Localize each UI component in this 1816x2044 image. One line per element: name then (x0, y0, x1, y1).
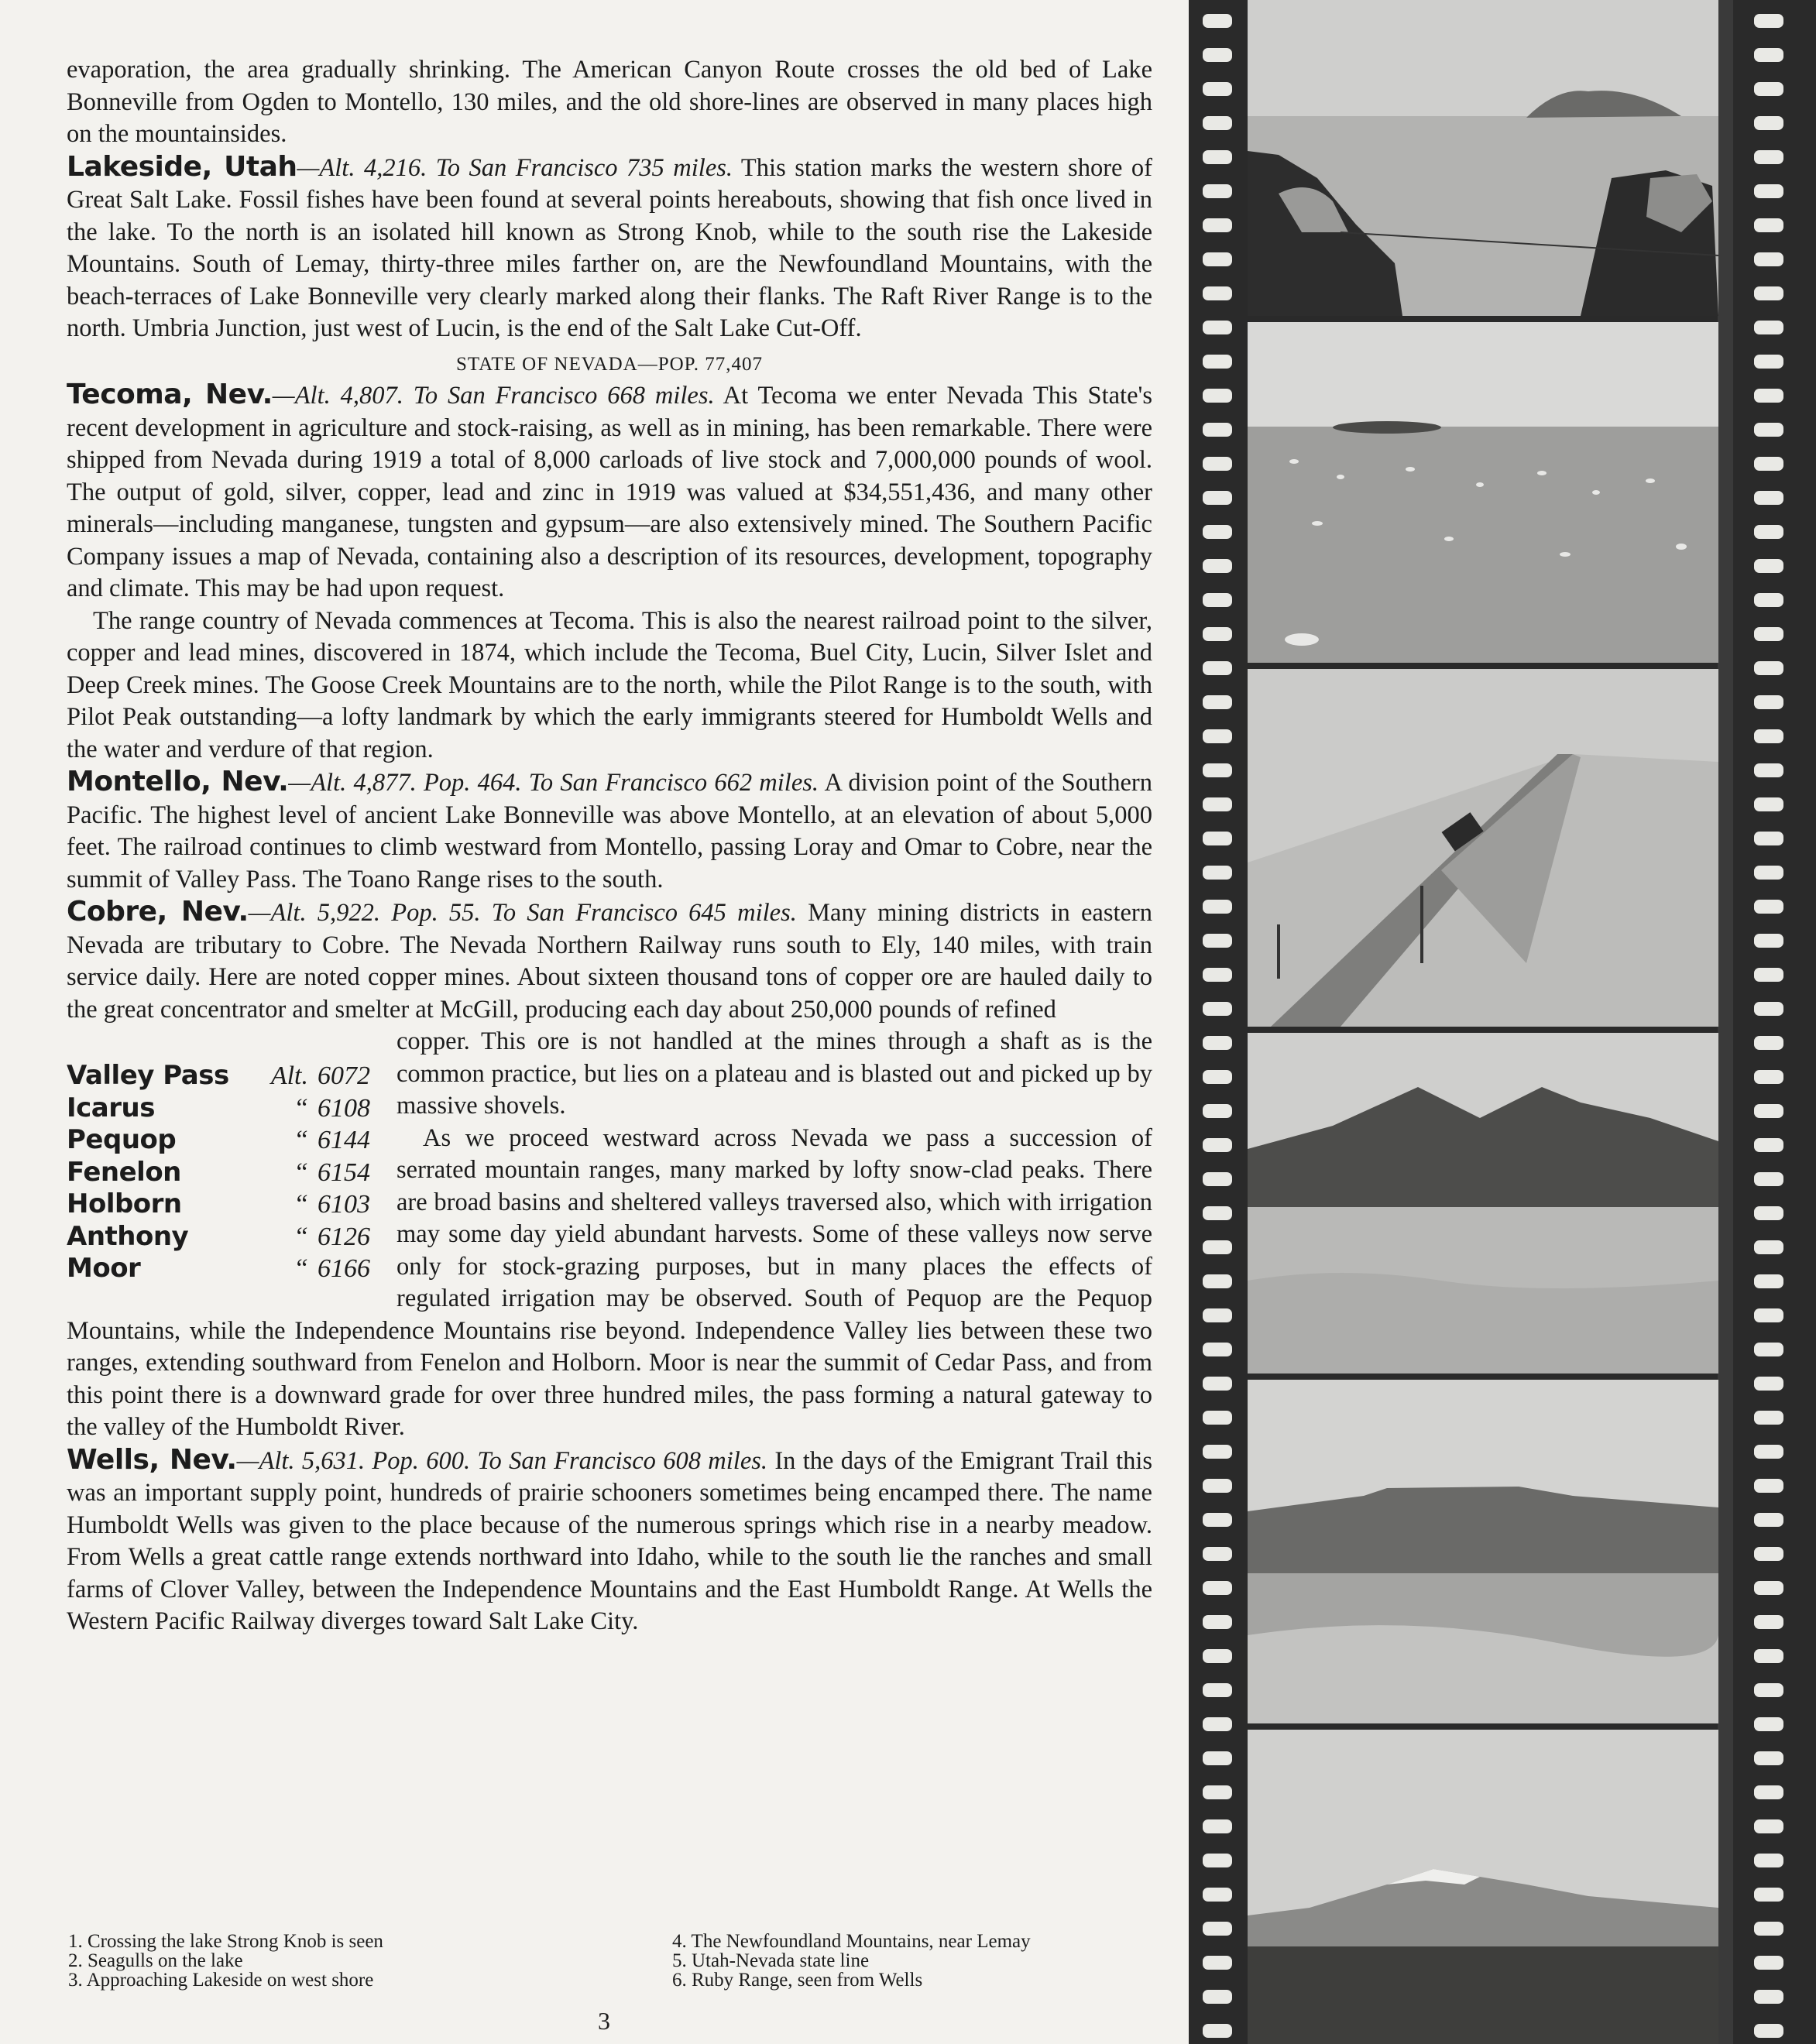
film-perforation (1754, 1070, 1783, 1084)
film-perforation (1203, 1445, 1232, 1459)
captions-right (672, 1932, 1152, 1990)
altitude-row: Icarus “ 6108 (67, 1092, 370, 1123)
film-perforation (1754, 1990, 1783, 2004)
film-perforation (1203, 1547, 1232, 1561)
altitude-row: Fenelon “ 6154 (67, 1156, 370, 1188)
film-perforation (1203, 832, 1232, 845)
caption-item: 5. Utah-Nevada state line (672, 1950, 870, 1971)
film-perforation (1754, 355, 1783, 369)
film-perforation (1754, 866, 1783, 880)
film-perforation (1754, 627, 1783, 641)
film-perforation (1754, 1581, 1783, 1595)
film-perforation (1754, 218, 1783, 232)
film-perforation (1754, 1343, 1783, 1356)
film-perforation (1754, 1717, 1783, 1731)
caption-item: 3. Approaching Lakeside on west shore (68, 1970, 374, 1991)
place-text: Many mining districts in eastern Nevada are tributary to Cobre. The Nevada Northern Railway runs south to Ely, 140 miles, with train service daily. Here are noted copper mines. About sixteen thousand tons of copper ore are hauled daily to the great concentrator and smelter at McGill, producing each day about 250,000 pounds of refined (67, 899, 1152, 1024)
film-perforation (1203, 1717, 1232, 1731)
film-perforation (1754, 321, 1783, 334)
photo-frame-3 (1248, 669, 1718, 1027)
film-perforation (1754, 1206, 1783, 1220)
film-perforation (1203, 14, 1232, 28)
film-perforation (1203, 116, 1232, 130)
caption-item: 4. The Newfoundland Mountains, near Lemay (672, 1931, 1031, 1952)
film-perforation (1203, 934, 1232, 948)
film-perforation (1203, 1411, 1232, 1425)
film-perforation (1203, 423, 1232, 437)
article-body (67, 54, 1152, 1638)
film-perforation (1754, 968, 1783, 982)
film-perforation (1754, 695, 1783, 709)
film-perforation (1203, 1274, 1232, 1288)
film-perforation (1754, 1104, 1783, 1118)
place-meta: —Alt. 5,631. Pop. 600. To San Francisco 608 miles. (236, 1446, 768, 1475)
captions-left (68, 1932, 672, 1990)
film-perforation (1754, 934, 1783, 948)
page-number: 3 (598, 2007, 610, 2035)
film-perforation (1754, 1002, 1783, 1016)
place-meta: —Alt. 5,922. Pop. 55. To San Francisco 645 miles. (248, 899, 797, 927)
film-perforation (1754, 832, 1783, 845)
film-perforation (1203, 1206, 1232, 1220)
film-perforation (1203, 1649, 1232, 1663)
cobre-wrap-text: copper. This ore is not handled at the mines through a shaft as is the common practice, but lies on a plateau and is blasted out and picked up by massive shovels. (396, 1027, 1152, 1120)
tecoma-paragraph-2: The range country of Nevada commences at Tecoma. This is also the nearest railroad point to the silver, copper and lead mines, discovered in 1874, which include the Tecoma, Buel City, Lucin, Silver Islet and Deep Creek mines. The Goose Creek Mountains are to the north, while the Pilot Range is to the south, with Pilot Peak outstanding—a lofty landmark by which the early immigrants steered for Humboldt Wells and the water and verdure of that region. (67, 606, 1152, 763)
film-perforation (1754, 1649, 1783, 1663)
film-perforation (1754, 1377, 1783, 1391)
film-perforation (1203, 1615, 1232, 1629)
entry-montello (67, 766, 1152, 896)
film-perforation (1203, 1990, 1232, 2004)
film-perforation (1203, 661, 1232, 675)
film-perforation (1203, 252, 1232, 266)
film-perforation (1203, 1240, 1232, 1254)
caption-item: 2. Seagulls on the lake (68, 1950, 243, 1971)
film-perforation (1203, 1956, 1232, 1970)
place-text: In the days of the Emigrant Trail this was an important supply point, hundreds of prairie schooners sometimes being encamped there. The name Humboldt Wells was given to the place because of the numerous springs which rise in a nearby meadow. From Wells a great cattle range extends northward into Idaho, while to the south lie the ranches and small farms of Clover Valley, between the Independence Mountains and the East Humboldt Range. At Wells the Western Pacific Railway diverges toward Salt Lake City. (67, 1446, 1152, 1635)
film-perforation (1203, 82, 1232, 96)
altitude-row: Anthony “ 6126 (67, 1220, 370, 1252)
film-perforation (1754, 1445, 1783, 1459)
film-perforation (1754, 593, 1783, 607)
film-perforation (1203, 1819, 1232, 1833)
photo-frame-4 (1248, 1033, 1718, 1374)
film-perforation (1754, 457, 1783, 471)
film-perforation (1754, 1479, 1783, 1493)
place-name: Lakeside, Utah (67, 150, 297, 183)
film-perforation (1754, 286, 1783, 300)
film-perforation (1754, 1036, 1783, 1050)
place-meta: —Alt. 4,877. Pop. 464. To San Francisco 662 miles. (288, 769, 819, 797)
film-perforation (1203, 559, 1232, 573)
altitude-table (67, 1060, 384, 1285)
film-perforation (1754, 1888, 1783, 1902)
film-perforation (1754, 559, 1783, 573)
film-perforation (1203, 525, 1232, 539)
film-perforation (1203, 48, 1232, 62)
altitude-row: Valley Pass Alt. 6072 (67, 1060, 370, 1091)
film-perforation (1754, 491, 1783, 505)
film-perforation (1203, 729, 1232, 743)
film-perforation (1754, 116, 1783, 130)
film-perforation (1754, 661, 1783, 675)
place-text: At Tecoma we enter Nevada This State's recent development in agriculture and stock-raising, as well as in mining, has been remarkable. There were shipped from Nevada during 1919 a total of 8,000 carloads of live stock and 7,000,000 pounds of wool. The output of gold, silver, copper, lead and zinc in 1919 was valued at $34,551,436, and many other minerals—including manganese, tungsten and gypsum—are also extensively mined. The Southern Pacific Company issues a map of Nevada, containing also a description of its resources, development, topography and climate. This may be had upon request. (67, 382, 1153, 602)
film-perforation (1203, 797, 1232, 811)
film-perforation (1754, 1683, 1783, 1697)
film-perforation (1754, 1308, 1783, 1322)
film-perforation (1203, 1343, 1232, 1356)
place-name: Montello, Nev. (67, 766, 289, 797)
film-perforation (1754, 729, 1783, 743)
film-perforation (1754, 1274, 1783, 1288)
entry-lakeside (67, 151, 1152, 345)
film-perforation (1203, 355, 1232, 369)
film-perforation (1754, 1240, 1783, 1254)
film-perforation (1203, 184, 1232, 198)
cobre-paragraph-2: As we proceed westward across Nevada we pass a succession of serrated mountain ranges, many marked by lofty snow-clad peaks. There are broad basins and sheltered valleys traversed also, which with irrigation may some day yield abundant harvests. Some of these valleys now serve only for stock-grazing purposes, but in many places the effects of regulated irrigation may be observed. South of Pequop are the Pequop Mountains, while the Independence Mountains rise beyond. Independence Valley lies between these two ranges, extending southward from Fenelon and Holborn. Moor is near the summit of Cedar Pass, and from this point there is a downward grade for over three hundred miles, the pass forming a natural gateway to the valley of the Humboldt River. (67, 1123, 1152, 1441)
film-perforation (1754, 763, 1783, 777)
film-perforation (1754, 1922, 1783, 1936)
film-perforation (1203, 866, 1232, 880)
film-perforation (1754, 48, 1783, 62)
state-heading: STATE OF NEVADA—POP. 77,407 (455, 353, 764, 375)
film-perforation (1754, 389, 1783, 403)
photo-frame-1 (1248, 0, 1718, 316)
place-text: This station marks the western shore of Great Salt Lake. Fossil fishes have been found at several points hereabouts, showing that fish once lived in the lake. To the north is an isolated hill known as Strong Knob, while to the south rise the Lakeside Mountains. South of Lemay, thirty-three miles farther on, are the Newfoundland Mountains, with the beach-terraces of Lake Bonneville very clearly marked along their flanks. The Raft River Range is to the north. Umbria Junction, just west of Lucin, is the end of the Salt Lake Cut-Off. (67, 153, 1153, 342)
film-perforation (1203, 2024, 1232, 2038)
film-perforation (1754, 252, 1783, 266)
film-perforation (1203, 627, 1232, 641)
film-perforation (1203, 1922, 1232, 1936)
place-meta: —Alt. 4,807. To San Francisco 668 miles. (272, 382, 715, 410)
film-perforation (1754, 1513, 1783, 1527)
film-perforation (1203, 1308, 1232, 1322)
film-perforation (1203, 491, 1232, 505)
film-perforation (1203, 763, 1232, 777)
place-meta: —Alt. 4,216. To San Francisco 735 miles. (297, 153, 733, 182)
film-perforation (1754, 1854, 1783, 1867)
film-perforation (1203, 593, 1232, 607)
film-perforation (1203, 1172, 1232, 1186)
film-perforation (1203, 1581, 1232, 1595)
altitude-row: Pequop “ 6144 (67, 1124, 370, 1155)
film-perforation (1203, 150, 1232, 164)
altitude-row: Holborn “ 6103 (67, 1188, 370, 1219)
entry-cobre (67, 896, 1152, 1026)
film-perforation (1754, 150, 1783, 164)
film-perforation (1203, 900, 1232, 914)
film-rail (1718, 0, 1733, 2044)
film-perforation (1754, 1411, 1783, 1425)
film-perforation (1203, 321, 1232, 334)
intro-paragraph: evaporation, the area gradually shrinking. The American Canyon Route crosses the old bed of Lake Bonneville from Ogden to Montello, 130 miles, and the old shore-lines are observed in many places high on the mountainsides. (67, 56, 1152, 148)
entry-tecoma (67, 379, 1152, 605)
photo-frame-5 (1248, 1380, 1718, 1723)
caption-item: 1. Crossing the lake Strong Knob is seen (68, 1931, 383, 1952)
film-perforation (1203, 1479, 1232, 1493)
film-perforation (1203, 286, 1232, 300)
film-perforation (1203, 218, 1232, 232)
film-perforation (1203, 1854, 1232, 1867)
film-perforation (1203, 457, 1232, 471)
film-perforation (1754, 900, 1783, 914)
film-perforation (1754, 1751, 1783, 1765)
film-perforation (1754, 2024, 1783, 2038)
film-perforation (1754, 797, 1783, 811)
place-name: Tecoma, Nev. (67, 379, 273, 410)
altitude-row: Moor “ 6166 (67, 1253, 370, 1284)
photo-frame-6 (1248, 1730, 1718, 2044)
caption-item: 6. Ruby Range, seen from Wells (672, 1970, 923, 1991)
film-perforation (1203, 1002, 1232, 1016)
place-name: Cobre, Nev. (67, 896, 249, 928)
place-name: Wells, Nev. (67, 1443, 237, 1476)
film-perforation (1203, 1888, 1232, 1902)
film-perforation (1203, 1751, 1232, 1765)
film-perforation (1754, 184, 1783, 198)
film-perforation (1203, 1513, 1232, 1527)
film-perforation (1203, 1785, 1232, 1799)
place-text: A division point of the Southern Pacific. The highest level of ancient Lake Bonneville was above Montello, at an elevation of about 5,000 feet. The railroad continues to climb westward from Montello, passing Loray and Omar to Cobre, near the summit of Valley Pass. The Toano Range rises to the south. (67, 769, 1152, 893)
film-perforation (1203, 389, 1232, 403)
film-perforation (1203, 1683, 1232, 1697)
photo-frame-2 (1248, 322, 1718, 663)
film-perforation (1754, 1819, 1783, 1833)
film-perforation (1203, 1138, 1232, 1152)
film-perforation (1754, 1615, 1783, 1629)
film-perforation (1754, 525, 1783, 539)
film-perforation (1754, 1138, 1783, 1152)
film-perforation (1754, 1172, 1783, 1186)
film-perforation (1203, 1377, 1232, 1391)
entry-wells (67, 1444, 1152, 1638)
film-perforation (1203, 695, 1232, 709)
film-perforation (1203, 1036, 1232, 1050)
film-strip (1189, 0, 1816, 2044)
film-perforation (1754, 423, 1783, 437)
film-perforation (1754, 1547, 1783, 1561)
photo-captions (68, 1932, 1152, 1990)
film-perforation (1754, 1785, 1783, 1799)
film-perforation (1203, 1104, 1232, 1118)
film-perforation (1754, 82, 1783, 96)
film-perforation (1203, 1070, 1232, 1084)
film-perforation (1754, 1956, 1783, 1970)
film-perforation (1754, 14, 1783, 28)
film-perforation (1203, 968, 1232, 982)
